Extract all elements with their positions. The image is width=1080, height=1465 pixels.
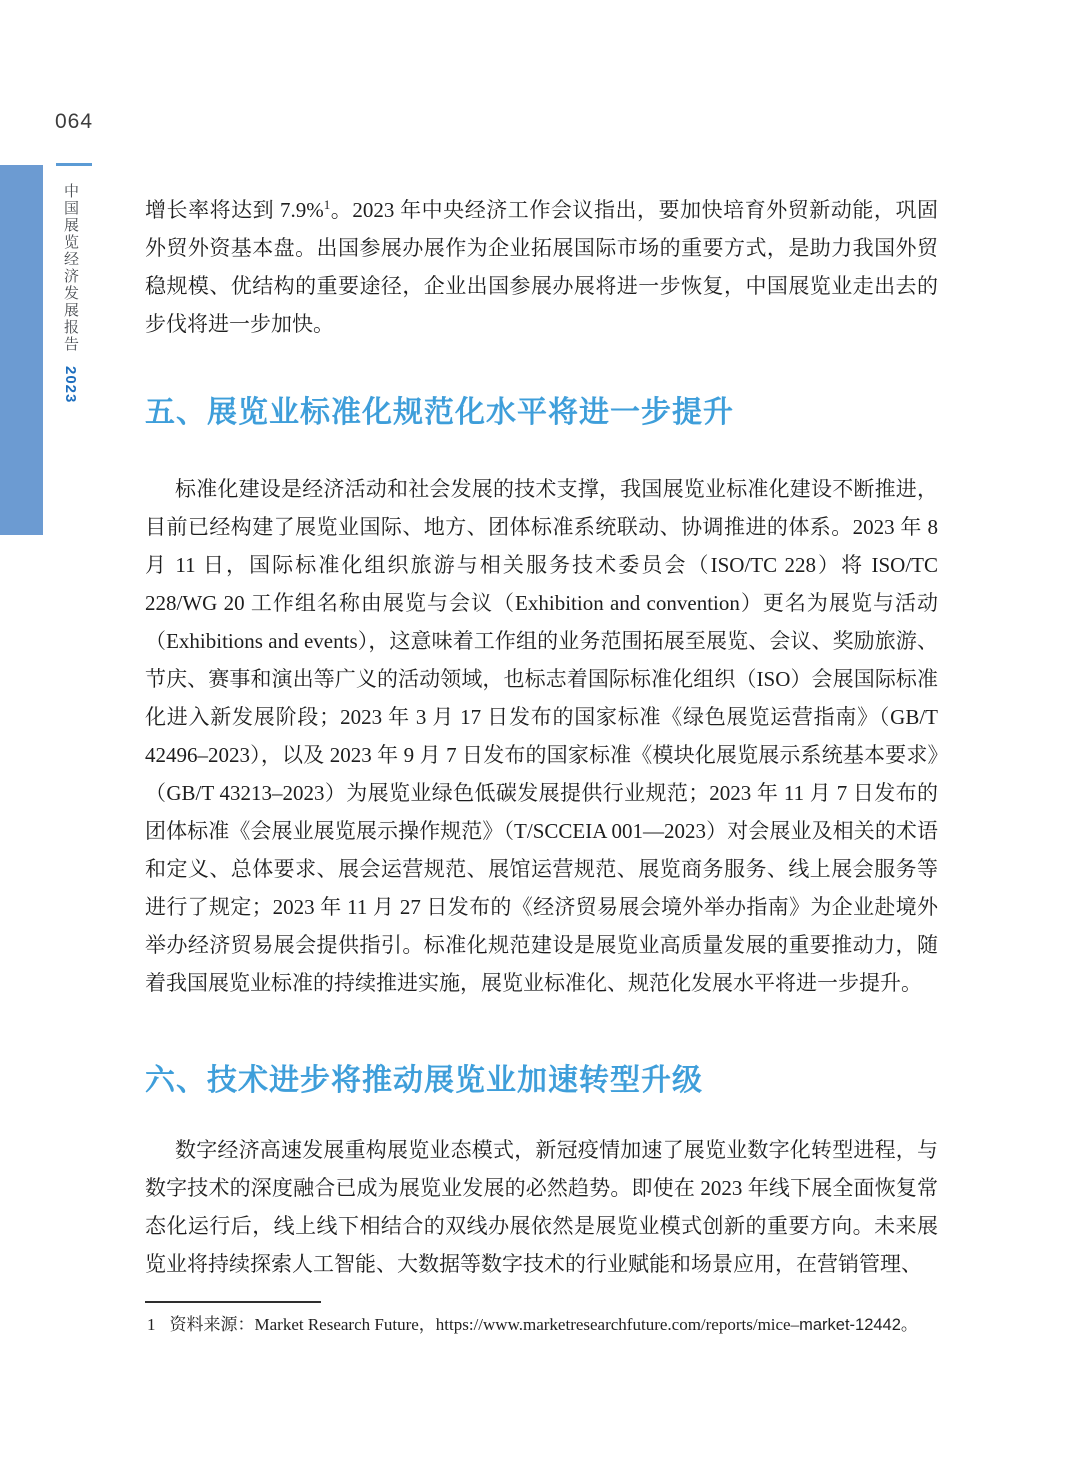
footnote-terminal: 。 bbox=[900, 1315, 918, 1334]
footnote-marker: 1 bbox=[147, 1315, 156, 1334]
intro-text-after-ref: 。2023 年中央经济工作会议指出，要加快培育外贸新动能，巩固外贸外资基本盘。出国参展办展作为企业拓展国际市场的重要方式，是助力我国外贸稳规模、优结构的重要途径，企业出国参展办展将进一步恢复，中国展览业走出去的步伐将进一步加快。 bbox=[145, 198, 938, 336]
footnote-url: https://www.marketresearchfuture.com/reports/mice– bbox=[435, 1315, 800, 1334]
sidebar-title-year: 2023 bbox=[62, 366, 79, 404]
footnote-reference: 1 bbox=[323, 197, 331, 212]
section-heading-6: 六、技术进步将推动展览业加速转型升级 bbox=[145, 1063, 703, 1097]
body-paragraph-section6: 数字经济高速发展重构展览业态模式，新冠疫情加速了展览业数字化转型进程，与数字技术的深度融合已成为展览业发展的必然趋势。即使在 2023 年线下展全面恢复常态化运行后，线上线下相结合的双线办展依然是展览业模式创新的重要方向。未来展览业将持续探索人工智能、大数据等数字技术的行业赋能和场景应用，在营销管理、 bbox=[145, 1138, 938, 1276]
footnote-url-id: market-12442 bbox=[799, 1316, 901, 1334]
sidebar-rule bbox=[56, 163, 92, 166]
footnote-divider bbox=[145, 1301, 321, 1303]
page-number: 064 bbox=[55, 110, 94, 133]
footnote bbox=[147, 1312, 957, 1338]
sidebar-accent-bar bbox=[0, 165, 43, 535]
footnote-source-label: 资料来源：Market Research Future， bbox=[169, 1315, 436, 1334]
sidebar-vertical-title bbox=[60, 183, 81, 403]
intro-text-before-ref: 增长率将达到 7.9% bbox=[145, 198, 324, 222]
section-heading-5: 五、展览业标准化规范化水平将进一步提升 bbox=[145, 395, 734, 429]
body-paragraph-section5: 标准化建设是经济活动和社会发展的技术支撑，我国展览业标准化建设不断推进，目前已经构建了展览业国际、地方、团体标准系统联动、协调推进的体系。2023 年 8 月 11 日，国际标准化组织旅游与相关服务技术委员会（ISO/TC 228）将 ISO/TC 228/WG 20 工作组名称由展览与会议（Exhibition and convention）更名为展览与活动（Exhibitions and events），这意味着工作组的业务范围拓展至展览、会议、奖励旅游、节庆、赛事和演出等广义的活动领域，也标志着国际标准化组织（ISO）会展国际标准化进入新发展阶段；2023 年 3 月 17 日发布的国家标准《绿色展览运营指南》（GB/T 42496–2023），以及 2023 年 9 月 7 日发布的国家标准《模块化展览展示系统基本要求》（GB/T 43213–2023）为展览业绿色低碳发展提供行业规范；2023 年 11 月 7 日发布的团体标准《会展业展览展示操作规范》（T/SCCEIA 001—2023）对会展业及相关的术语和定义、总体要求、展会运营规范、展馆运营规范、展览商务服务、线上展会服务等进行了规定；2023 年 11 月 27 日发布的《经济贸易展会境外举办指南》为企业赴境外举办经济贸易展会提供指引。标准化规范建设是展览业高质量发展的重要推动力，随着我国展览业标准的持续推进实施，展览业标准化、规范化发展水平将进一步提升。 bbox=[145, 477, 938, 995]
sidebar-title-text: 中国展览经济发展报告 bbox=[62, 183, 79, 353]
body-paragraph-intro bbox=[145, 191, 938, 343]
